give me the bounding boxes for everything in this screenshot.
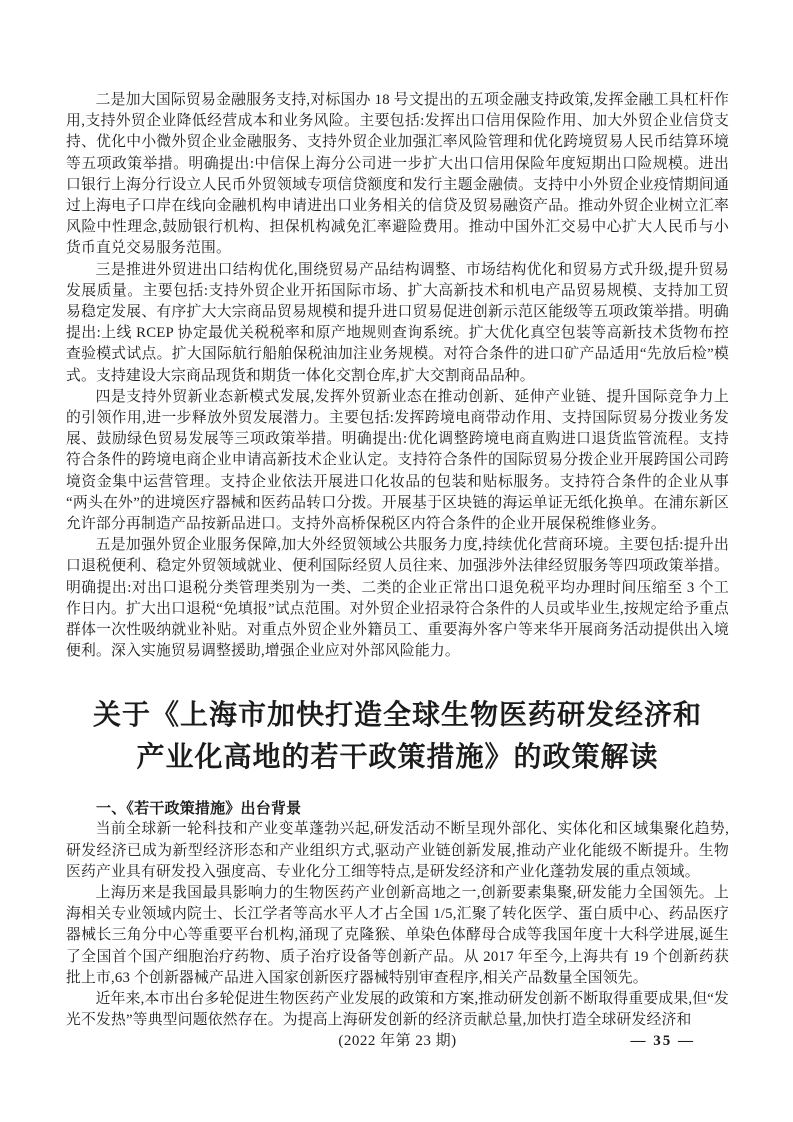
intro-paragraph-5: 五是加强外贸企业服务保障,加大外经贸领域公共服务力度,持续优化营商环境。主要包括:提升出口退税便利、稳定外贸领域就业、便利国际经贸人员往来、加强涉外法律经贸服务等四项政策举措。明确提出:对出口退税分类管理类别为一类、二类的企业正常出口退免税平均办理时间压缩至 3 个工作日内。扩大出口退税“免填报”试点范围。对外贸企业招录符合条件的人员或毕业生,按规定给予重点群体一次性吸纳就业补贴。对重点外贸企业外籍员工、重要海外客户等来华开展商务活动提供出入境便利。深入实施贸易调整援助,增强企业应对外部风险能力。 <box>66 537 729 660</box>
page-number: — 35 — <box>630 1033 695 1049</box>
article-paragraph-2: 上海历来是我国最具影响力的生物医药产业创新高地之一,创新要素集聚,研发能力全国领先。上海相关专业领域内院士、长江学者等高水平人才占全国 1/5,汇聚了转化医学、蛋白质中心、药品医疗器械长三角分中心等重要平台机构,涌现了克隆猴、单染色体酵母合成等我国年度十大科学进展,诞生了全国首个国产细胞治疗药物、质子治疗设备等创新产品。从 2017 年至今,上海共有 19 个创新药获批上市,63 个创新器械产品进入国家创新医疗器械特别审查程序,相关产品数量全国领先。 <box>66 885 729 986</box>
article-title-line-1: 关于《上海市加快打造全球生物医药研发经济和 <box>92 700 702 732</box>
article-paragraph-1: 当前全球新一轮科技和产业变革蓬勃兴起,研发活动不断呈现外部化、实体化和区域集聚化趋势,研发经济已成为新型经济形态和产业组织方式,驱动产业链创新发展,推动产业化能级不断提升。生物医药产业具有研发投入强度高、专业化分工细等特点,是研发经济和产业化蓬勃发展的重点领域。 <box>66 821 729 880</box>
article-title <box>66 695 729 779</box>
article-paragraph-3: 近年来,本市出台多轮促进生物医药产业发展的政策和方案,推动研发创新不断取得重要成果,但“发光不发热”等典型问题依然存在。为提高上海研发创新的经济贡献总量,加快打造全球研发经济和 <box>66 991 729 1029</box>
article-title-line-2: 产业化高地的若干政策措施》的政策解读 <box>136 742 659 774</box>
page-content <box>66 90 729 1031</box>
intro-paragraph-4: 四是支持外贸新业态新模式发展,发挥外贸新业态在推动创新、延伸产业链、提升国际竞争力上的引领作用,进一步释放外贸发展潜力。主要包括:发挥跨境电商带动作用、支持国际贸易分拨业务发展、鼓励绿色贸易发展等三项政策举措。明确提出:优化调整跨境电商直购进口退货监管流程。支持符合条件的跨境电商企业申请高新技术企业认定。支持符合条件的国际贸易分拨企业开展跨国公司跨境资金集中运营管理。支持企业依法开展进口化妆品的包装和贴标服务。支持符合条件的企业从事“两头在外”的进境医疗器械和医药品转口分拨。开展基于区块链的海运单证无纸化换单。在浦东新区允许部分再制造产品按新品进口。支持外高桥保税区内符合条件的企业开展保税维修业务。 <box>66 388 729 533</box>
issue-label: (2022 年第 23 期) <box>338 1033 457 1049</box>
page-footer <box>66 1031 729 1052</box>
intro-paragraph-3: 三是推进外贸进出口结构优化,围绕贸易产品结构调整、市场结构优化和贸易方式升级,提升贸易发展质量。主要包括:支持外贸企业开拓国际市场、扩大高新技术和机电产品贸易规模、支持加工贸易稳定发展、有序扩大大宗商品贸易规模和提升进口贸易促进创新示范区能级等五项政策举措。明确提出:上线 RCEP 协定最优关税税率和原产地规则查询系统。扩大优化真空包装等高新技术货物布控查验模式试点。扩大国际航行船舶保税油加注业务规模。对符合条件的进口矿产品适用“先放后检”模式。支持建设大宗商品现货和期货一体化交割仓库,扩大交割商品品种。 <box>66 261 729 384</box>
intro-paragraph-2: 二是加大国际贸易金融服务支持,对标国办 18 号文提出的五项金融支持政策,发挥金融工具杠杆作用,支持外贸企业降低经营成本和业务风险。主要包括:发挥出口信用保险作用、加大外贸企业信贷支持、优化中小微外贸企业金融服务、支持外贸企业加强汇率风险管理和优化跨境贸易人民币结算环境等五项政策举措。明确提出:中信保上海分公司进一步扩大出口信用保险年度短期出口险规模。进出口银行上海分行设立人民币外贸领域专项信贷额度和发行主题金融债。支持中小外贸企业疫情期间通过上海电子口岸在线向金融机构申请进出口业务相关的信贷及贸易融资产品。推动外贸企业树立汇率风险中性理念,鼓励银行机构、担保机构减免汇率避险费用。推动中国外汇交易中心扩大人民币与小货币直兑交易服务范围。 <box>66 92 729 257</box>
section-heading: 一、《若干政策措施》出台背景 <box>96 800 302 818</box>
